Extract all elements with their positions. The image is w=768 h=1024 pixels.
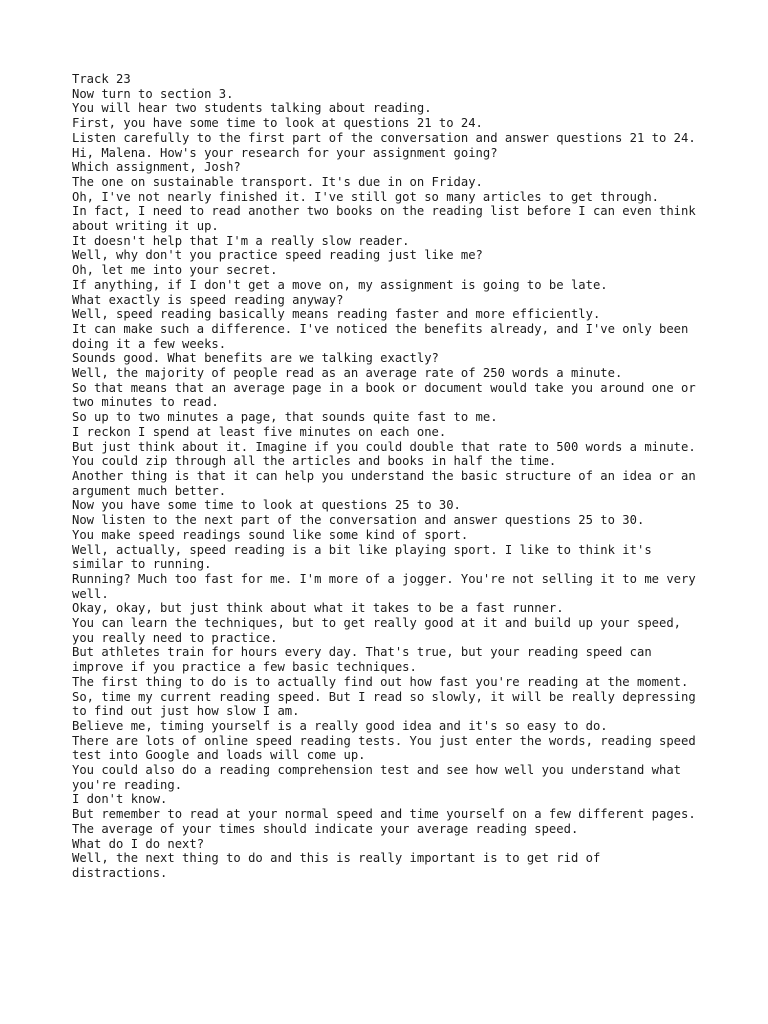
transcript-line: The average of your times should indicate your average reading speed. [72,821,579,836]
transcript-line: Well, actually, speed reading is a bit like playing sport. I like to think it's similar to running. [72,542,660,572]
transcript-line: Now listen to the next part of the conversation and answer questions 25 to 30. [72,513,645,528]
transcript-line: Another thing is that it can help you understand the basic structure of an idea or an argument much better. [72,468,704,498]
transcript-line: So that means that an average page in a book or document would take you around one or two minutes to read. [72,380,704,410]
transcript-line: Well, the majority of people read as an average rate of 250 words a minute. [72,366,623,381]
transcript-line: In fact, I need to read another two books on the reading list before I can even think about writing it up. [72,204,704,234]
transcript-line: Running? Much too fast for me. I'm more of a jogger. You're not selling it to me very well. [72,571,704,601]
transcript-line: You could zip through all the articles and books in half the time. [72,454,557,469]
transcript-line: Listen carefully to the first part of the conversation and answer questions 21 to 24. [72,130,696,145]
transcript-line: But athletes train for hours every day. That's true, but your reading speed can improve if you practice a few basic techniques. [72,645,660,675]
transcript-line: You make speed readings sound like some kind of sport. [72,527,469,542]
transcript-line: Track 23 [72,72,131,86]
transcript-line: Believe me, timing yourself is a really good idea and it's so easy to do. [72,718,608,733]
transcript-line: There are lots of online speed reading tests. You just enter the words, reading speed test into Google and loads will come up. [72,733,704,763]
transcript-line: But remember to read at your normal speed and time yourself on a few different pages. [72,807,696,822]
transcript-line: I reckon I spend at least five minutes on each one. [72,424,447,439]
transcript-line: You will hear two students talking about reading. [72,101,432,116]
transcript-line: Well, why don't you practice speed reading just like me? [72,248,483,263]
transcript-line: Okay, okay, but just think about what it takes to be a fast runner. [72,601,564,616]
transcript-line: But just think about it. Imagine if you could double that rate to 500 words a minute. [72,439,696,454]
transcript-line: You can learn the techniques, but to get really good at it and build up your speed, you really need to practice. [72,616,689,645]
transcript-line: You could also do a reading comprehension test and see how well you understand what you're reading. [72,763,689,792]
transcript-line: It can make such a difference. I've noticed the benefits already, and I've only been doing it a few weeks. [72,321,696,351]
transcript-line: If anything, if I don't get a move on, my assignment is going to be late. [72,277,608,292]
transcript-line: Well, the next thing to do and this is really important is to get rid of distractions. [72,851,608,880]
transcript-line: Which assignment, Josh? [72,160,241,175]
transcript-line: What exactly is speed reading anyway? [72,292,344,307]
transcript-line: Sounds good. What benefits are we talking exactly? [72,351,439,366]
transcript-line: Now you have some time to look at questions 25 to 30. [72,498,461,513]
transcript-line: Oh, I've not nearly finished it. I've still got so many articles to get through. [72,189,659,204]
transcript-line: I don't know. [72,792,168,807]
transcript-page [72,72,702,881]
transcript-line: Hi, Malena. How's your research for your assignment going? [72,145,498,160]
transcript-line: First, you have some time to look at questions 21 to 24. [72,116,483,131]
transcript-line: The one on sustainable transport. It's due in on Friday. [72,174,483,189]
transcript-line: The first thing to do is to actually find out how fast you're reading at the moment. [72,674,689,689]
transcript-line: Oh, let me into your secret. [72,263,278,278]
transcript-line: So up to two minutes a page, that sounds quite fast to me. [72,410,498,425]
transcript-line: What do I do next? [72,836,205,851]
transcript-line: Now turn to section 3. [72,86,234,101]
transcript-line: Well, speed reading basically means reading faster and more efficiently. [72,307,601,322]
transcript-line: So, time my current reading speed. But I read so slowly, it will be really depressing to find out just how slow I am. [72,689,704,719]
transcript-line: It doesn't help that I'm a really slow reader. [72,233,410,248]
